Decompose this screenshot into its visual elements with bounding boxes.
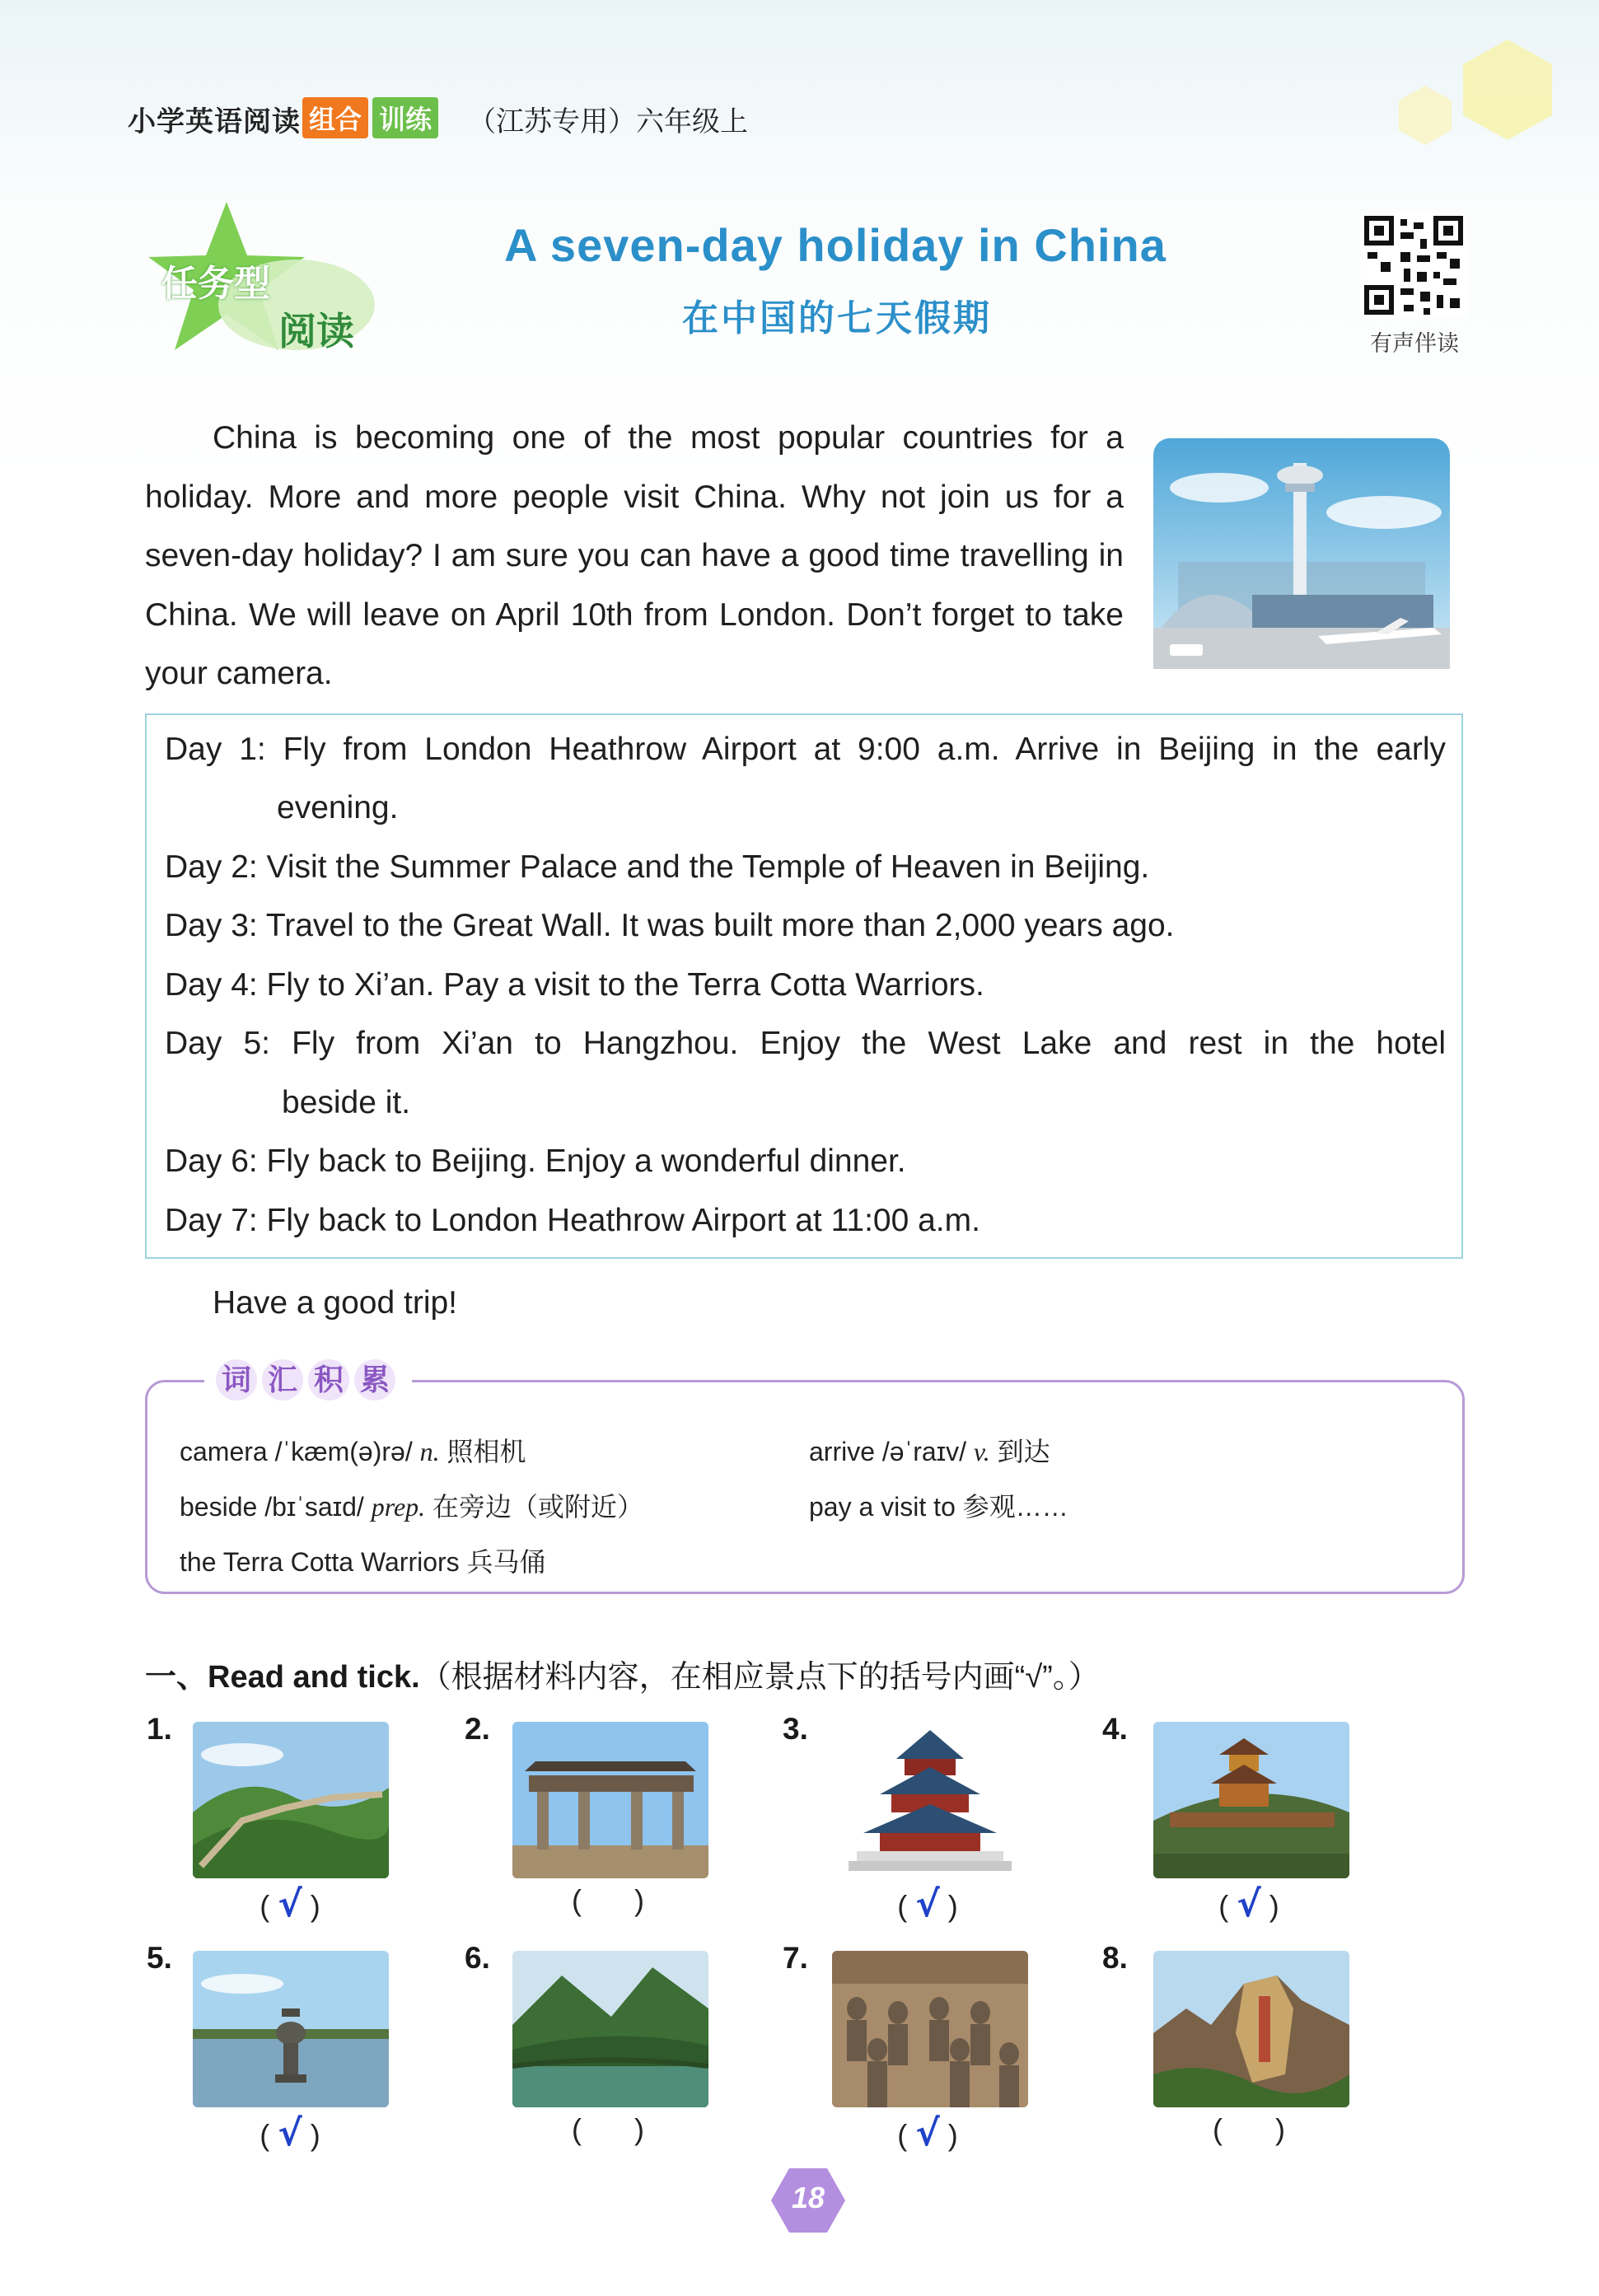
tick-mark: √ xyxy=(278,2112,302,2154)
vocab-meaning: 兵马俑 xyxy=(466,1547,546,1577)
bracket-open: ( xyxy=(259,1889,270,1923)
page-number: 18 xyxy=(791,2181,825,2214)
vocab-pos: n. xyxy=(419,1437,440,1466)
series-tag-training: 训练 xyxy=(372,97,438,138)
itinerary-day-5-cont: beside it. xyxy=(282,1085,411,1120)
vocab-pos: v. xyxy=(973,1437,990,1466)
vocab-item-terra-cotta xyxy=(180,1541,546,1579)
great-wall-photo xyxy=(193,1722,389,1878)
vocab-item-beside xyxy=(180,1486,643,1524)
item-number: 4. xyxy=(1102,1712,1128,1746)
vocab-pos: prep. xyxy=(371,1492,426,1522)
tick-mark: √ xyxy=(278,1883,302,1925)
bracket-open: ( xyxy=(1212,2112,1223,2146)
tick-mark: √ xyxy=(915,2112,940,2154)
answer-bracket[interactable] xyxy=(232,2112,348,2154)
itinerary-box xyxy=(145,713,1463,1259)
badge-reading: 阅读 xyxy=(278,310,354,353)
vocab-meaning: 参观…… xyxy=(962,1492,1068,1522)
exercise-title xyxy=(145,1651,1100,1696)
temple-of-heaven-photo xyxy=(832,1722,1028,1878)
itinerary-day-4: Day 4: Fly to Xi’an. Pay a visit to the Terra Cotta Warriors. xyxy=(165,967,984,1003)
terra-cotta-warriors-photo xyxy=(832,1951,1028,2107)
bracket-close: ) xyxy=(310,2118,320,2152)
bracket-close: ) xyxy=(310,1889,320,1923)
vocab-item-pay-a-visit xyxy=(809,1486,1068,1524)
bracket-close: ) xyxy=(1275,2112,1286,2146)
vocabulary-title xyxy=(204,1359,412,1401)
vocab-title-char: 汇 xyxy=(262,1359,303,1401)
exercise-heading: Read and tick. xyxy=(208,1660,420,1695)
answer-bracket[interactable] xyxy=(870,1883,985,1925)
vocab-item-arrive xyxy=(809,1431,1050,1469)
mountain-lake-photo xyxy=(512,1951,708,2107)
itinerary-day-3: Day 3: Travel to the Great Wall. It was built more than 2,000 years ago. xyxy=(165,908,1175,943)
item-number: 2. xyxy=(465,1712,490,1746)
item-number: 1. xyxy=(147,1712,172,1746)
vocab-word: the Terra Cotta Warriors xyxy=(180,1547,460,1577)
itinerary-day-1-cont: evening. xyxy=(277,790,399,825)
mount-tai-rock-photo xyxy=(1153,1951,1349,2107)
qr-audio-label: 有声伴读 xyxy=(1370,331,1459,356)
item-number: 3. xyxy=(783,1712,808,1746)
bracket-open: ( xyxy=(1218,1889,1229,1923)
itinerary-day-7: Day 7: Fly back to London Heathrow Airport at 11:00 a.m. xyxy=(165,1203,980,1238)
bracket-close: ) xyxy=(1269,1889,1279,1923)
memorial-archway-photo xyxy=(512,1722,708,1878)
item-number: 5. xyxy=(147,1941,172,1975)
bracket-open: ( xyxy=(259,2118,270,2152)
edition-label: （江苏专用）六年级上 xyxy=(468,106,748,138)
vocab-phonetic: /ˈkæm(ə)rə/ xyxy=(274,1437,413,1466)
page-title: A seven-day holiday in China xyxy=(504,219,1167,271)
bracket-close: ) xyxy=(634,1883,645,1917)
itinerary-day-2: Day 2: Visit the Summer Palace and the Temple of Heaven in Beijing. xyxy=(165,849,1150,885)
bracket-close: ) xyxy=(634,2112,645,2146)
bracket-open: ( xyxy=(897,2118,908,2152)
vocab-meaning: 在旁边（或附近） xyxy=(432,1492,644,1522)
vocab-title-char: 词 xyxy=(216,1359,257,1401)
airport-illustration xyxy=(1153,438,1450,669)
intro-paragraph: China is becoming one of the most popular countries for a holiday. More and more people visit China. Why not join us for a seven-day holiday? I am sure you can have a good time travelling in China. We will leave on April 10th from London. Don’t forget to take your camera. xyxy=(145,420,1124,691)
qr-code-icon[interactable] xyxy=(1361,213,1466,318)
answer-bracket[interactable] xyxy=(550,1883,666,1918)
vocab-meaning: 到达 xyxy=(997,1437,1050,1466)
answer-bracket[interactable] xyxy=(550,2112,666,2147)
exercise-prefix: 一、 xyxy=(145,1660,208,1695)
vocab-word: pay a visit to xyxy=(809,1492,956,1522)
west-lake-photo xyxy=(193,1951,389,2107)
item-number: 6. xyxy=(465,1941,490,1975)
bracket-open: ( xyxy=(897,1889,908,1923)
vocab-title-char: 累 xyxy=(354,1359,395,1401)
hexagon-decoration xyxy=(1450,33,1565,148)
vocab-word: beside xyxy=(180,1492,258,1522)
answer-bracket[interactable] xyxy=(232,1883,348,1925)
vocab-phonetic: /bɪˈsaɪd/ xyxy=(264,1492,364,1522)
vocab-phonetic: /əˈraɪv/ xyxy=(881,1437,966,1466)
exercise-instruction: （根据材料内容，在相应景点下的括号内画“√”。） xyxy=(419,1660,1100,1695)
itinerary-day-5: Day 5: Fly from Xi’an to Hangzhou. Enjoy the West Lake and rest in the hotel xyxy=(165,1026,1446,1061)
itinerary-day-1: Day 1: Fly from London Heathrow Airport at 9:00 a.m. Arrive in Beijing in the early xyxy=(165,732,1446,767)
bracket-open: ( xyxy=(571,2112,582,2146)
closing-line: Have a good trip! xyxy=(213,1285,458,1321)
hexagon-decoration-small xyxy=(1392,82,1458,148)
item-number: 8. xyxy=(1102,1941,1128,1975)
answer-bracket[interactable] xyxy=(1191,1883,1307,1925)
tick-mark: √ xyxy=(1237,1883,1261,1925)
item-number: 7. xyxy=(783,1941,808,1975)
bracket-open: ( xyxy=(571,1883,582,1917)
answer-bracket[interactable] xyxy=(1191,2112,1307,2147)
series-title: 小学英语阅读 xyxy=(128,106,301,138)
tick-mark: √ xyxy=(915,1883,940,1925)
bracket-close: ) xyxy=(947,2118,958,2152)
badge-task-type: 任务型 xyxy=(161,264,270,304)
vocab-title-char: 积 xyxy=(308,1359,349,1401)
itinerary-day-6: Day 6: Fly back to Beijing. Enjoy a wonderful dinner. xyxy=(165,1143,906,1179)
vocab-item-camera xyxy=(180,1431,526,1469)
page-subtitle: 在中国的七天假期 xyxy=(682,298,992,339)
bracket-close: ) xyxy=(947,1889,958,1923)
summer-palace-photo xyxy=(1153,1722,1349,1878)
vocab-meaning: 照相机 xyxy=(447,1437,526,1466)
series-tag-combo: 组合 xyxy=(302,97,368,138)
vocab-word: arrive xyxy=(809,1437,876,1466)
answer-bracket[interactable] xyxy=(870,2112,985,2154)
vocab-word: camera xyxy=(180,1437,268,1466)
